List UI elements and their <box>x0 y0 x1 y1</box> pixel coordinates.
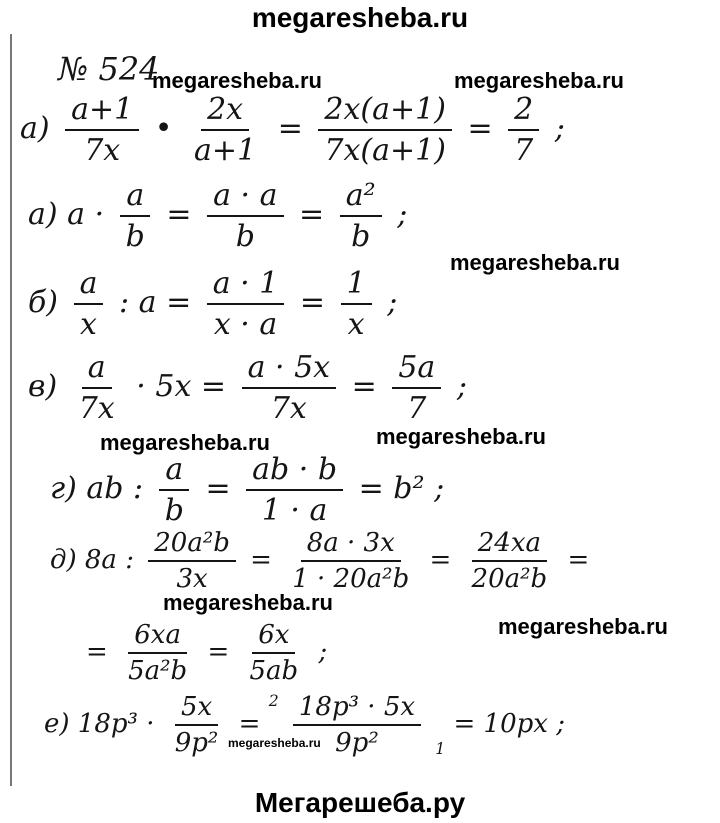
fraction: $\frac{\text{20a²b}}{3x}$ <box>148 528 236 594</box>
fraction: $\frac{\text{a²}}{b}$ <box>340 178 382 254</box>
line-g: г) ab : $\frac{a}{b}$ = $\frac{ab \cdot b}{1 \cdot a}$ = b² ; <box>50 452 445 528</box>
fraction: $\frac{8a \cdot 3x}{\text{1 · 20a²b}}$ <box>292 528 410 594</box>
label: б) <box>28 285 59 320</box>
fraction: $\frac{ab \cdot b}{1 \cdot a}$ <box>246 452 343 528</box>
fraction: $\frac{5x}{\text{9p²}}$ <box>174 692 219 758</box>
fraction: $\frac{2x}{a+1}$ <box>194 92 257 168</box>
label: а) <box>20 111 50 146</box>
margin-line <box>10 34 12 786</box>
fraction: $\frac{1}{x}$ <box>341 266 372 342</box>
fraction: $\frac{2x(a+1)}{7x(a+1)}$ <box>318 92 452 168</box>
fraction: $\frac{\text{18p³ · 5x}}{\text{9p²}}$ <box>293 692 421 758</box>
fraction: $\frac{24xa}{\text{20a²b}}$ <box>471 528 548 594</box>
watermark: megaresheba.ru <box>152 68 322 93</box>
watermark: megaresheba.ru <box>163 590 333 615</box>
watermark-top: megaresheba.ru <box>251 2 469 33</box>
line-v: в) $\frac{a}{7x}$ · 5x = $\frac{a \cdot 5x}{7x}$ = $\frac{5a}{7}$ ; <box>28 350 467 426</box>
line-b: б) $\frac{a}{x}$ : a = $\frac{a \cdot 1}{x \cdot a}$ = $\frac{1}{x}$ ; <box>28 266 398 342</box>
watermark: megaresheba.ru <box>376 424 546 449</box>
fraction: $\frac{a+1}{7x}$ <box>65 92 139 168</box>
label: е) <box>44 709 70 739</box>
label: а) <box>28 197 58 232</box>
label: г) <box>50 471 77 506</box>
watermark: megaresheba.ru <box>100 430 270 455</box>
line-e: е) 18p³ · $\frac{5x}{\text{9p²}}$ = $^2$ $\frac{\text{18p³ · 5x}}{\text{9p²}}$ 1 = 10px ; <box>44 692 565 758</box>
fraction: $\frac{a \cdot a}{b}$ <box>207 178 283 254</box>
fraction: $\frac{a}{x}$ <box>74 266 104 342</box>
fraction: $\frac{a \cdot 5x}{7x}$ <box>242 350 337 426</box>
watermark: megaresheba.ru <box>450 250 620 275</box>
watermark: megaresheba.ru <box>498 614 668 639</box>
watermark-bottom: Мегарешеба.ру <box>254 787 466 818</box>
fraction: $\frac{a}{b}$ <box>120 178 151 254</box>
fraction: $\frac{a \cdot 1}{x \cdot a}$ <box>207 266 285 342</box>
fraction: $\frac{6x}{5ab}$ <box>249 620 299 686</box>
label: в) <box>28 369 58 404</box>
fraction: $\frac{5a}{7}$ <box>392 350 441 426</box>
cancel-coefficient: 2 <box>268 692 279 710</box>
line-a1: а) $\frac{a+1}{7x}$ • $\frac{2x}{a+1}$ = $\frac{2x(a+1)}{7x(a+1)}$ = $\frac{2}{7}$ ; <box>20 92 565 168</box>
fraction: $\frac{a}{b}$ <box>159 452 190 528</box>
label: д) <box>50 545 77 575</box>
watermark: megaresheba.ru <box>454 68 624 93</box>
fraction: $\frac{6xa}{\text{5a²b}}$ <box>128 620 188 686</box>
line-d: д) 8a : $\frac{\text{20a²b}}{3x}$ = $\frac{8a \cdot 3x}{\text{1 · 20a²b}}$ = $\frac{24xa}{\text{20a²b}}$ = <box>50 528 590 594</box>
line-a2: а) a · $\frac{a}{b}$ = $\frac{a \cdot a}{b}$ = $\frac{\text{a²}}{b}$ ; <box>28 178 408 254</box>
line-d-continued: = $\frac{6xa}{\text{5a²b}}$ = $\frac{6x}{5ab}$ ; <box>86 620 328 686</box>
fraction: $\frac{2}{7}$ <box>508 92 539 168</box>
problem-number: № 524 <box>58 50 160 88</box>
cancel-coefficient: 1 <box>435 740 446 758</box>
fraction: $\frac{a}{7x}$ <box>78 350 115 426</box>
watermark-small: megaresheba.ru <box>228 736 321 750</box>
